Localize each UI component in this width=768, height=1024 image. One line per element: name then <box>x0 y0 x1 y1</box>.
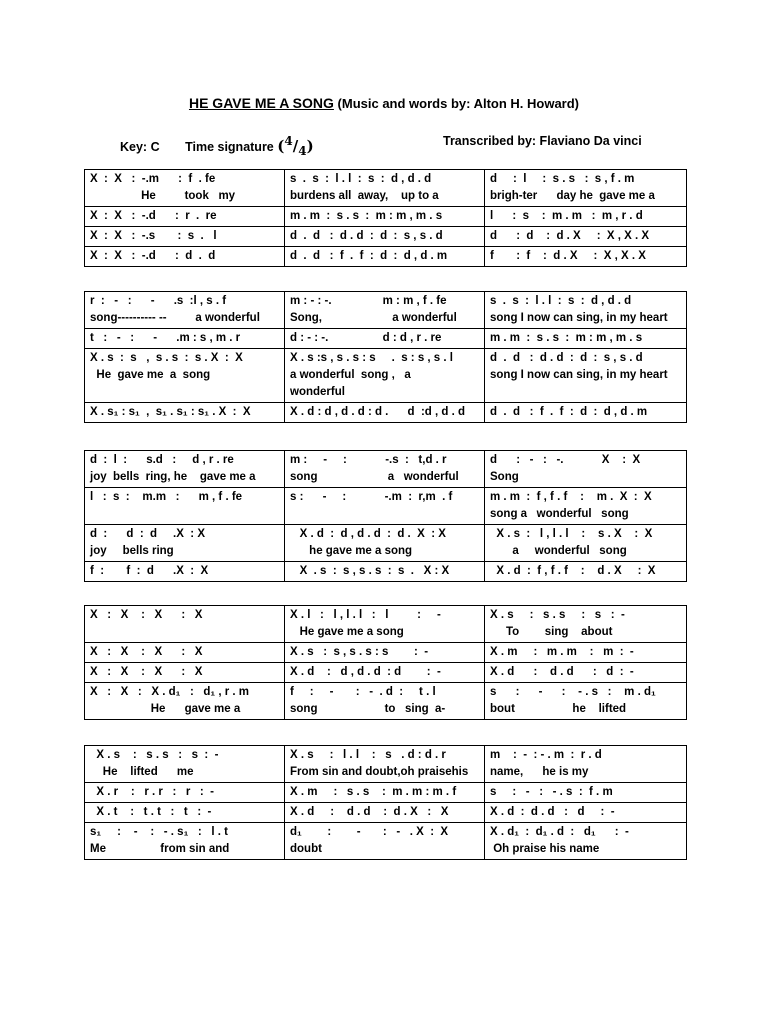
table-row <box>85 227 687 247</box>
notation-cell: X : X : -.d : d . d <box>85 247 285 267</box>
notation-cell: X . d : d , d . d : d . X : X he gave me a song <box>285 525 485 562</box>
table-row <box>85 247 687 267</box>
notation-cell: X . r : r . r : r : - <box>85 783 285 803</box>
notation-cell: d : l : s . s : s , f . m brigh-ter day he gave me a <box>485 170 687 207</box>
notation-cell: X . m : m . m : m : - <box>485 643 687 663</box>
notation-cell: l : s : m . m : m , r . d <box>485 207 687 227</box>
notation-block-5 <box>84 745 687 860</box>
table-row <box>85 746 687 783</box>
table-row <box>85 803 687 823</box>
table-row <box>85 329 687 349</box>
notation-cell: X . d : f , f . f : d . X : X <box>485 562 687 582</box>
notation-cell: m . m : s . s : m : m , m . s <box>285 207 485 227</box>
notation-block-3 <box>84 450 687 582</box>
notation-cell: X . s : s . s : s : - To sing about <box>485 606 687 643</box>
song-title-line <box>0 95 768 111</box>
notation-cell: X . s : s , s . s : s : - <box>285 643 485 663</box>
notation-cell: d₁ : - : - . X : X doubt <box>285 823 485 860</box>
notation-cell: d : - : -. d : d , r . re <box>285 329 485 349</box>
notation-cell: m : - : -. m : m , f . fe Song, a wonderful <box>285 292 485 329</box>
notation-cell: X . d : d , d . d : d . d :d , d . d <box>285 403 485 423</box>
notation-cell: X . s₁ : s₁ , s₁ . s₁ : s₁ . X : X <box>85 403 285 423</box>
table-row <box>85 292 687 329</box>
notation-cell: X . s : s , s . s : s . X : X He gave me a song <box>85 349 285 403</box>
notation-cell: r : - : - .s :l , s . f song---------- -- a wonderful <box>85 292 285 329</box>
time-signature-label: Time signature <box>185 140 274 154</box>
notation-cell: d . d : f . f : d : d , d . m <box>285 247 485 267</box>
notation-cell: X . s : s . s : s : - He lifted me <box>85 746 285 783</box>
notation-cell: m : - : -.s : t,d . r song a wonderful <box>285 451 485 488</box>
notation-cell: s : - : -.m : r,m . f <box>285 488 485 525</box>
notation-cell: X . d : d . d : d . X : X <box>285 803 485 823</box>
table-row <box>85 783 687 803</box>
notation-cell: X : X : X : X <box>85 606 285 643</box>
notation-cell: X : X : X : X <box>85 643 285 663</box>
notation-cell: d . d : f . f : d : d , d . m <box>485 403 687 423</box>
table-row <box>85 525 687 562</box>
notation-cell: m : - : - . m : r . d name, he is my <box>485 746 687 783</box>
notation-cell: f : - : - . d : t . l song to sing a- <box>285 683 485 720</box>
notation-block-4 <box>84 605 687 720</box>
notation-cell: s : - : - . s : m . d₁ bout he lifted <box>485 683 687 720</box>
transcriber: Transcribed by: Flaviano Da vinci <box>443 134 642 148</box>
time-signature-denominator: 4 <box>298 144 307 158</box>
key-and-time-signature <box>120 134 314 158</box>
notation-cell: X . d : d , d . d : d : - <box>285 663 485 683</box>
notation-cell: X . s : l , l . l : s . X : X a wonderful song <box>485 525 687 562</box>
key-label: Key: C <box>120 140 160 154</box>
notation-cell: m . m : s . s : m : m , m . s <box>485 329 687 349</box>
table-row <box>85 207 687 227</box>
table-row <box>85 562 687 582</box>
notation-cell: X : X : -.m : f . fe He took my <box>85 170 285 207</box>
notation-cell: d : l : s.d : d , r . re joy bells ring, he gave me a <box>85 451 285 488</box>
notation-cell: s . s : l . l : s : d , d . d song I now can sing, in my heart <box>485 292 687 329</box>
table-row <box>85 643 687 663</box>
notation-cell: X . d : d . d : d : - <box>485 803 687 823</box>
table-row <box>85 488 687 525</box>
table-row <box>85 170 687 207</box>
table-row <box>85 451 687 488</box>
notation-cell: X : X : X . d₁ : d₁ , r . m He gave me a <box>85 683 285 720</box>
notation-cell: X . s :s , s . s : s . s : s , s . l a wonderful song , a wonderful <box>285 349 485 403</box>
notation-cell: X : X : -.s : s . l <box>85 227 285 247</box>
notation-cell: X . s : s , s . s : s . X : X <box>285 562 485 582</box>
notation-cell: s₁ : - : - . s₁ : l . t Me from sin and <box>85 823 285 860</box>
time-signature-numerator: 4 <box>284 134 293 148</box>
notation-cell: d : d : d .X : X joy bells ring <box>85 525 285 562</box>
table-row <box>85 606 687 643</box>
notation-block-2 <box>84 291 687 423</box>
time-signature-value: $(^4/_4)$ <box>277 134 314 158</box>
notation-cell: X : X : X : X <box>85 663 285 683</box>
notation-cell: d . d : d . d : d : s , s . d song I now can sing, in my heart <box>485 349 687 403</box>
notation-cell: X . t : t . t : t : - <box>85 803 285 823</box>
notation-cell: s : - : - . s : f . m <box>485 783 687 803</box>
notation-cell: X . s : l . l : s . d : d . r From sin and doubt,oh praisehis <box>285 746 485 783</box>
notation-cell: X . m : s . s : m . m : m . f <box>285 783 485 803</box>
notation-block-1 <box>84 169 687 267</box>
table-row <box>85 349 687 403</box>
notation-cell: f : f : d . X : X , X . X <box>485 247 687 267</box>
table-row <box>85 663 687 683</box>
table-row <box>85 683 687 720</box>
notation-cell: d . d : d . d : d : s , s . d <box>285 227 485 247</box>
table-row <box>85 823 687 860</box>
notation-cell: X : X : -.d : r . re <box>85 207 285 227</box>
table-row <box>85 403 687 423</box>
notation-cell: t : - : - .m : s , m . r <box>85 329 285 349</box>
notation-cell: l : s : m.m : m , f . fe <box>85 488 285 525</box>
song-credits: (Music and words by: Alton H. Howard) <box>337 96 580 111</box>
notation-cell: d : - : -. X : X Song <box>485 451 687 488</box>
song-title: HE GAVE ME A SONG <box>188 95 334 111</box>
notation-cell: m . m : f , f . f : m . X : X song a wonderful song <box>485 488 687 525</box>
notation-cell: X . d₁ : d₁ . d : d₁ : - Oh praise his name <box>485 823 687 860</box>
notation-cell: f : f : d .X : X <box>85 562 285 582</box>
notation-cell: d : d : d . X : X , X . X <box>485 227 687 247</box>
notation-cell: s . s : l . l : s : d , d . d burdens all away, up to a <box>285 170 485 207</box>
notation-cell: X . l : l , l . l : l : - He gave me a song <box>285 606 485 643</box>
notation-cell: X . d : d . d : d : - <box>485 663 687 683</box>
